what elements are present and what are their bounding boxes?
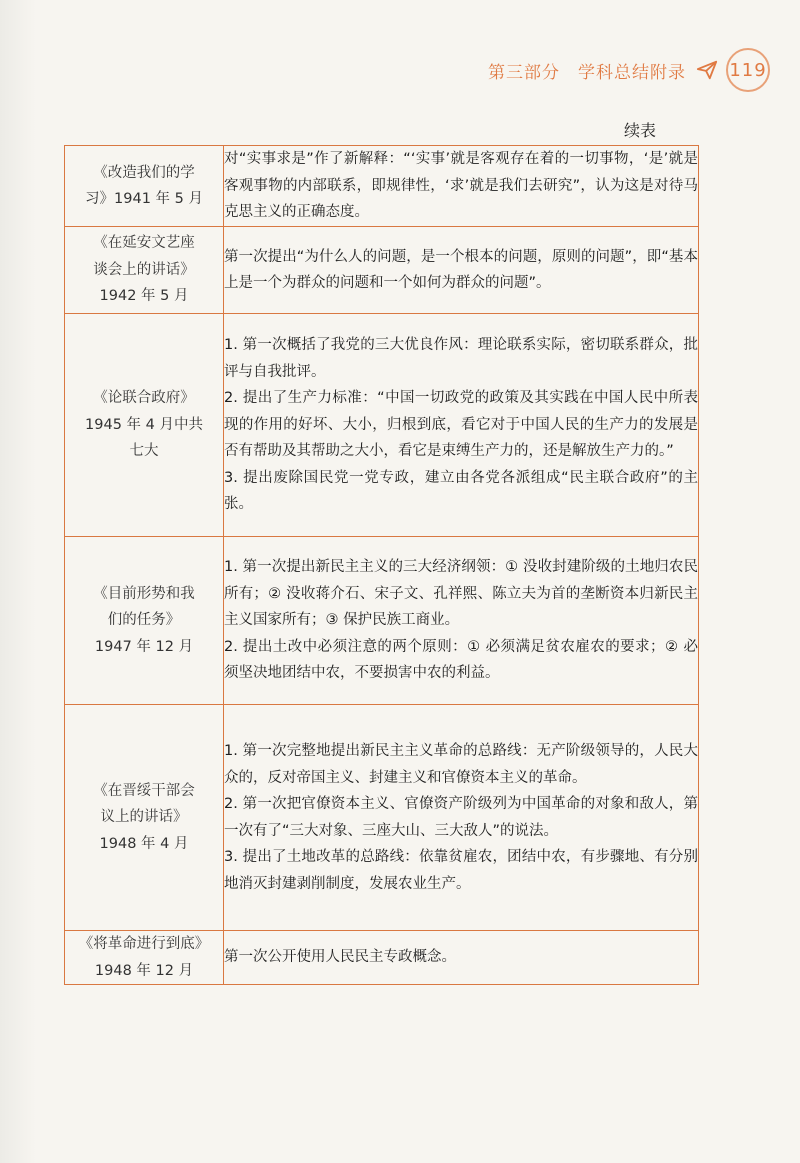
work-content-cell [224,537,699,705]
content-paragraph: 对“实事求是”作了新解释：“‘实事’就是客观存在着的一切事物，‘是’就是客观事物的内部联系，即规律性，‘求’就是我们去研究”，认为这是对待马克思主义的正确态度。 [224,151,698,221]
header-subject: 学科总结附录 [578,62,686,83]
work-title-line: 习》1941 年 5 月 [85,191,203,207]
work-title-cell [65,537,224,705]
work-title-line: 谈会上的讲话》 [93,261,195,278]
work-title-cell [65,146,224,227]
work-title-line: 《在延安文艺座 [93,235,195,252]
work-title-cell [65,705,224,931]
page-number: 119 [729,59,767,81]
work-title-line: 七大 [129,443,159,460]
work-title-line: 1947 年 12 月 [94,638,194,655]
work-title-line: 《在晋绥干部会 [93,782,195,799]
table-row [65,314,699,537]
page-header [488,48,770,92]
work-title-line: 《将革命进行到底》 [78,936,210,952]
work-content-cell [224,705,699,931]
work-title-line: 1942 年 5 月 [99,288,189,305]
content-paragraph: 3. 提出了土地改革的总路线：依靠贫雇农，团结中农，有步骤地、有分别地消灭封建剥削制度，发展农业生产。 [224,849,698,892]
work-title-cell [65,314,224,537]
work-title-line: 1945 年 4 月中共 [85,416,203,433]
content-paragraph: 1. 第一次完整地提出新民主主义革命的总路线：无产阶级领导的，人民大众的，反对帝国主义、封建主义和官僚资本主义的革命。 [224,743,698,786]
page-gutter-shadow [0,0,36,1163]
table-row [65,146,699,227]
table-caption: 续表 [624,121,657,140]
content-paragraph: 3. 提出废除国民党一党专政，建立由各党各派组成“民主联合政府”的主张。 [224,469,698,513]
content-paragraph: 1. 第一次提出新民主主义的三大经济纲领：① 没收封建阶级的土地归农民所有；② 没收蒋介石、宋子文、孔祥熙、陈立夫为首的垄断资本归新民主主义国家所有；③ 保护民族工商业。 [224,559,698,629]
page-number-badge [726,48,770,92]
work-content-cell [224,314,699,537]
paper-plane-icon [696,59,718,81]
work-content-cell [224,931,699,985]
content-paragraph: 第一次提出“为什么人的问题，是一个根本的问题，原则的问题”，即“基本上是一个为群众的问题和一个如何为群众的问题”。 [224,248,698,291]
header-part: 第三部分 [488,62,560,83]
work-content-cell [224,146,699,227]
content-paragraph: 2. 提出了生产力标准：“中国一切政党的政策及其实践在中国人民中所表现的作用的好坏、大小，归根到底，看它对于中国人民的生产力的发展是否有帮助及其帮助之大小，看它是束缚生产力的，还是解放生产力的。” [224,390,698,460]
content-paragraph: 第一次公开使用人民民主专政概念。 [224,949,456,966]
work-content-cell [224,227,699,314]
work-title-line: 《论联合政府》 [93,390,195,407]
work-title-line: 《改造我们的学 [93,164,195,181]
table-row [65,227,699,314]
work-title-line: 们的任务》 [107,612,181,629]
content-paragraph: 1. 第一次概括了我党的三大优良作风：理论联系实际，密切联系群众，批评与自我批评。 [224,337,698,380]
table-row [65,931,699,985]
table-row [65,537,699,705]
work-title-line: 《目前形势和我 [93,585,195,602]
works-table [64,145,699,985]
table-row [65,705,699,931]
work-title-cell [65,227,224,314]
content-paragraph: 2. 第一次把官僚资本主义、官僚资产阶级列为中国革命的对象和敌人，第一次有了“三大对象、三座大山、三大敌人”的说法。 [224,796,698,839]
work-title-cell [65,931,224,985]
work-title-line: 1948 年 4 月 [99,835,189,852]
work-title-line: 议上的讲话》 [100,809,188,826]
work-title-line: 1948 年 12 月 [94,962,194,979]
content-paragraph: 2. 提出土改中必须注意的两个原则：① 必须满足贫农雇农的要求；② 必须坚决地团结中农，不要损害中农的利益。 [224,638,698,682]
